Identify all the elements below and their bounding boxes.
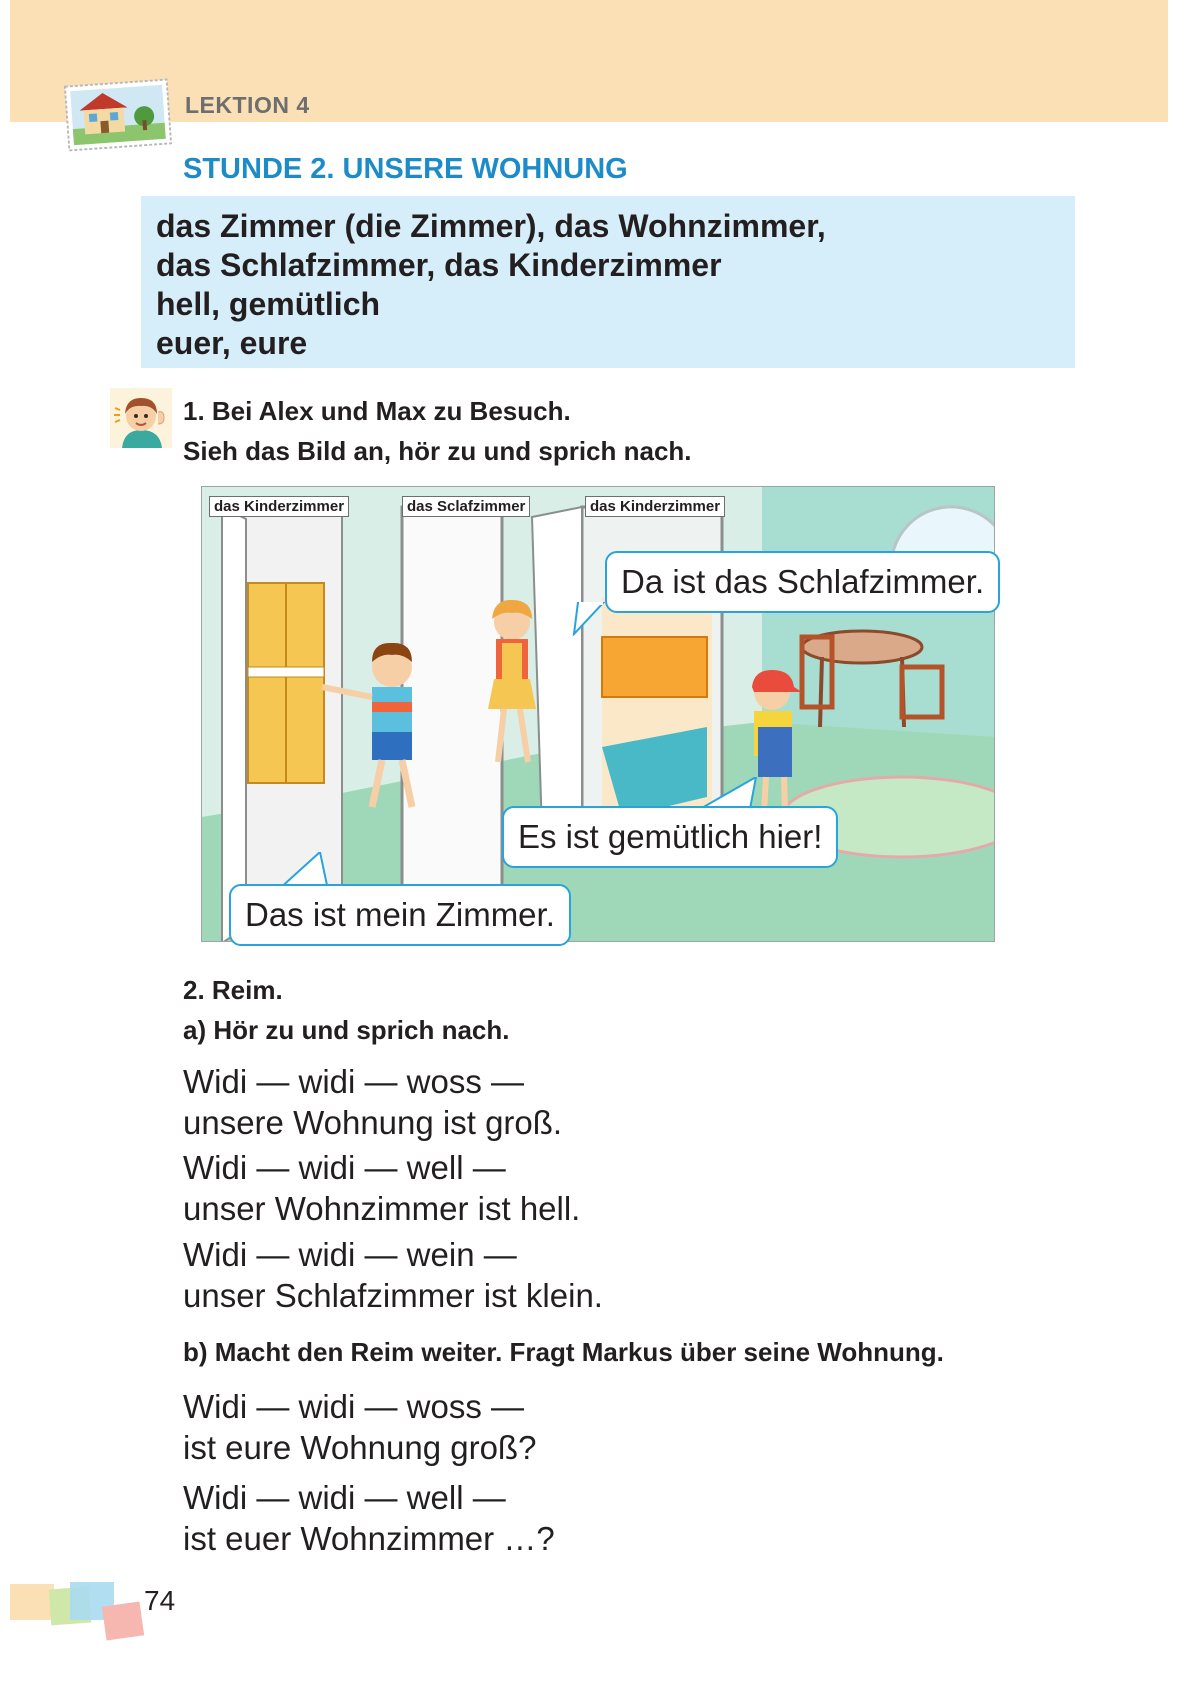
speech-bubble-schlafzimmer: Da ist das Schlafzimmer.	[605, 551, 1000, 613]
door-label-schlafzimmer: das Sclafzimmer	[402, 496, 530, 517]
listening-boy-icon	[110, 388, 172, 448]
speech-bubble-mein-zimmer: Das ist mein Zimmer.	[229, 884, 571, 946]
rhyme-line: Widi — widi — wein —	[183, 1236, 517, 1273]
exercise-1-heading: 1. Bei Alex und Max zu Besuch.	[183, 396, 571, 426]
bubble-tail	[700, 777, 760, 809]
page-number: 74	[144, 1585, 176, 1616]
rhyme-line: unser Schlafzimmer ist klein.	[183, 1277, 603, 1314]
vocabulary-line: das Zimmer (die Zimmer), das Wohnzimmer,	[156, 208, 826, 244]
house-stamp-icon	[64, 78, 172, 151]
rhyme-line: Widi — widi — woss —	[183, 1388, 525, 1425]
door-label-kinderzimmer-2: das Kinderzimmer	[585, 496, 725, 517]
rhyme-line: Widi — widi — woss —	[183, 1063, 525, 1100]
footer-squares-decoration	[10, 1582, 146, 1644]
page-title: STUNDE 2. UNSERE WOHNUNG	[183, 153, 628, 185]
bubble-tail	[570, 602, 610, 636]
rhyme-line: Widi — widi — well —	[183, 1149, 506, 1186]
vocabulary-line: das Schlafzimmer, das Kinderzimmer	[156, 247, 722, 283]
rhyme-line: unsere Wohnung ist groß.	[183, 1104, 563, 1141]
lesson-label: LEKTION 4	[185, 92, 310, 118]
vocabulary-line: hell, gemütlich	[156, 286, 381, 322]
vocabulary-box	[141, 196, 1075, 368]
vocabulary-line: euer, eure	[156, 325, 308, 361]
door-label-kinderzimmer: das Kinderzimmer	[209, 496, 349, 517]
header-band	[10, 0, 1168, 122]
exercise-2b-instruction: b) Macht den Reim weiter. Fragt Markus über seine Wohnung.	[183, 1337, 944, 1367]
exercise-2a-instruction: a) Hör zu und sprich nach.	[183, 1015, 510, 1045]
speech-bubble-gemuetlich: Es ist gemütlich hier!	[502, 806, 838, 868]
rhyme-line: unser Wohnzimmer ist hell.	[183, 1190, 581, 1227]
rhyme-line: ist eure Wohnung groß?	[183, 1429, 537, 1466]
rhyme-line: Widi — widi — well —	[183, 1479, 506, 1516]
exercise-1-instruction: Sieh das Bild an, hör zu und sprich nach.	[183, 436, 692, 466]
exercise-2-heading: 2. Reim.	[183, 975, 283, 1005]
rhyme-line: ist euer Wohnzimmer …?	[183, 1520, 555, 1557]
